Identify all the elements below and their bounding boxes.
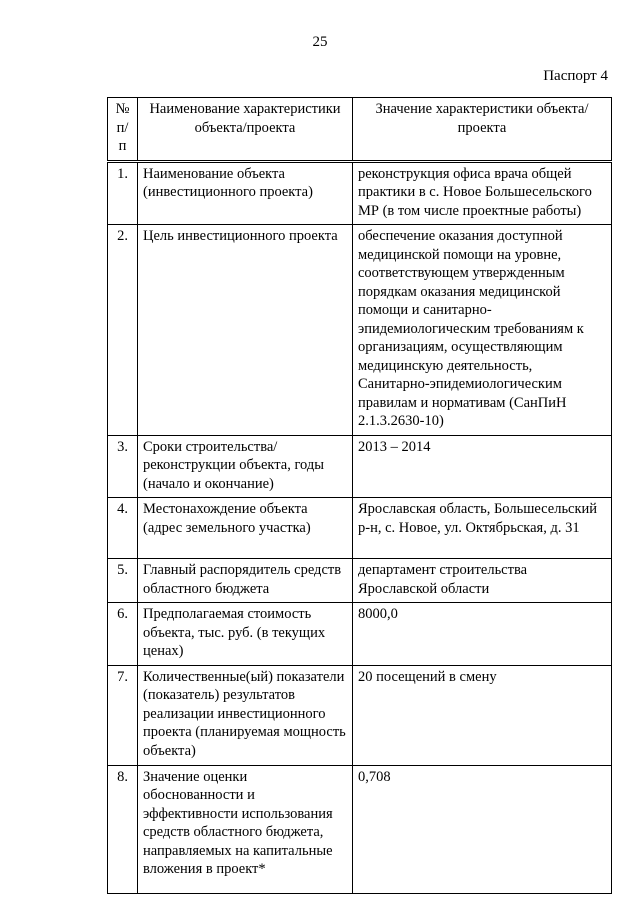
row-number: 4. bbox=[108, 498, 138, 559]
row-value: 2013 – 2014 bbox=[353, 435, 612, 498]
row-characteristic: Главный распорядитель средств областного бюджета bbox=[138, 559, 353, 603]
row-characteristic: Наименование объекта (инвестиционного проекта) bbox=[138, 161, 353, 225]
row-characteristic: Количественные(ый) показатели (показатель) результатов реализации инвестиционного проекта (планируемая мощность объекта) bbox=[138, 665, 353, 765]
row-value: департамент строительства Ярославской области bbox=[353, 559, 612, 603]
table-row bbox=[108, 665, 612, 765]
row-value: обеспечение оказания доступной медицинской помощи на уровне, соответствующем утвержденным порядкам оказания медицинской помощи и санитарно-эпидемиологическим требованиям к организациям, осуществляющим медицинскую деятельность, Санитарно-эпидемиологическим правилам и нормативам (СанПиН 2.1.3.2630-10) bbox=[353, 225, 612, 436]
row-number: 8. bbox=[108, 765, 138, 893]
row-number: 5. bbox=[108, 559, 138, 603]
row-value: 20 посещений в смену bbox=[353, 665, 612, 765]
row-characteristic: Значение оценки обоснованности и эффективности использования средств областного бюджета, направляемых на капитальные вложения в проект* bbox=[138, 765, 353, 893]
table-row bbox=[108, 435, 612, 498]
row-value: реконструкция офиса врача общей практики в с. Новое Большесельского МР (в том числе проектные работы) bbox=[353, 161, 612, 225]
header-num: № п/п bbox=[108, 98, 138, 162]
header-name: Наименование характеристики объекта/проекта bbox=[138, 98, 353, 162]
row-value: Ярославская область, Большесельский р-н, с. Новое, ул. Октябрьская, д. 31 bbox=[353, 498, 612, 559]
table-row bbox=[108, 559, 612, 603]
row-characteristic: Цель инвестиционного проекта bbox=[138, 225, 353, 436]
row-number: 6. bbox=[108, 603, 138, 666]
row-characteristic: Предполагаемая стоимость объекта, тыс. руб. (в текущих ценах) bbox=[138, 603, 353, 666]
table-row bbox=[108, 765, 612, 893]
row-number: 2. bbox=[108, 225, 138, 436]
row-characteristic: Местонахождение объекта (адрес земельного участка) bbox=[138, 498, 353, 559]
row-number: 1. bbox=[108, 161, 138, 225]
header-value: Значение характеристики объекта/проекта bbox=[353, 98, 612, 162]
table-row bbox=[108, 498, 612, 559]
row-value: 0,708 bbox=[353, 765, 612, 893]
row-value: 8000,0 bbox=[353, 603, 612, 666]
passport-label: Паспорт 4 bbox=[543, 68, 608, 84]
row-characteristic: Сроки строительства/реконструкции объекта, годы (начало и окончание) bbox=[138, 435, 353, 498]
row-number: 7. bbox=[108, 665, 138, 765]
table-row bbox=[108, 225, 612, 436]
table-row bbox=[108, 603, 612, 666]
table-row bbox=[108, 161, 612, 225]
row-number: 3. bbox=[108, 435, 138, 498]
passport-table bbox=[107, 97, 612, 894]
table-header-row bbox=[108, 98, 612, 162]
page-number: 25 bbox=[312, 34, 328, 50]
